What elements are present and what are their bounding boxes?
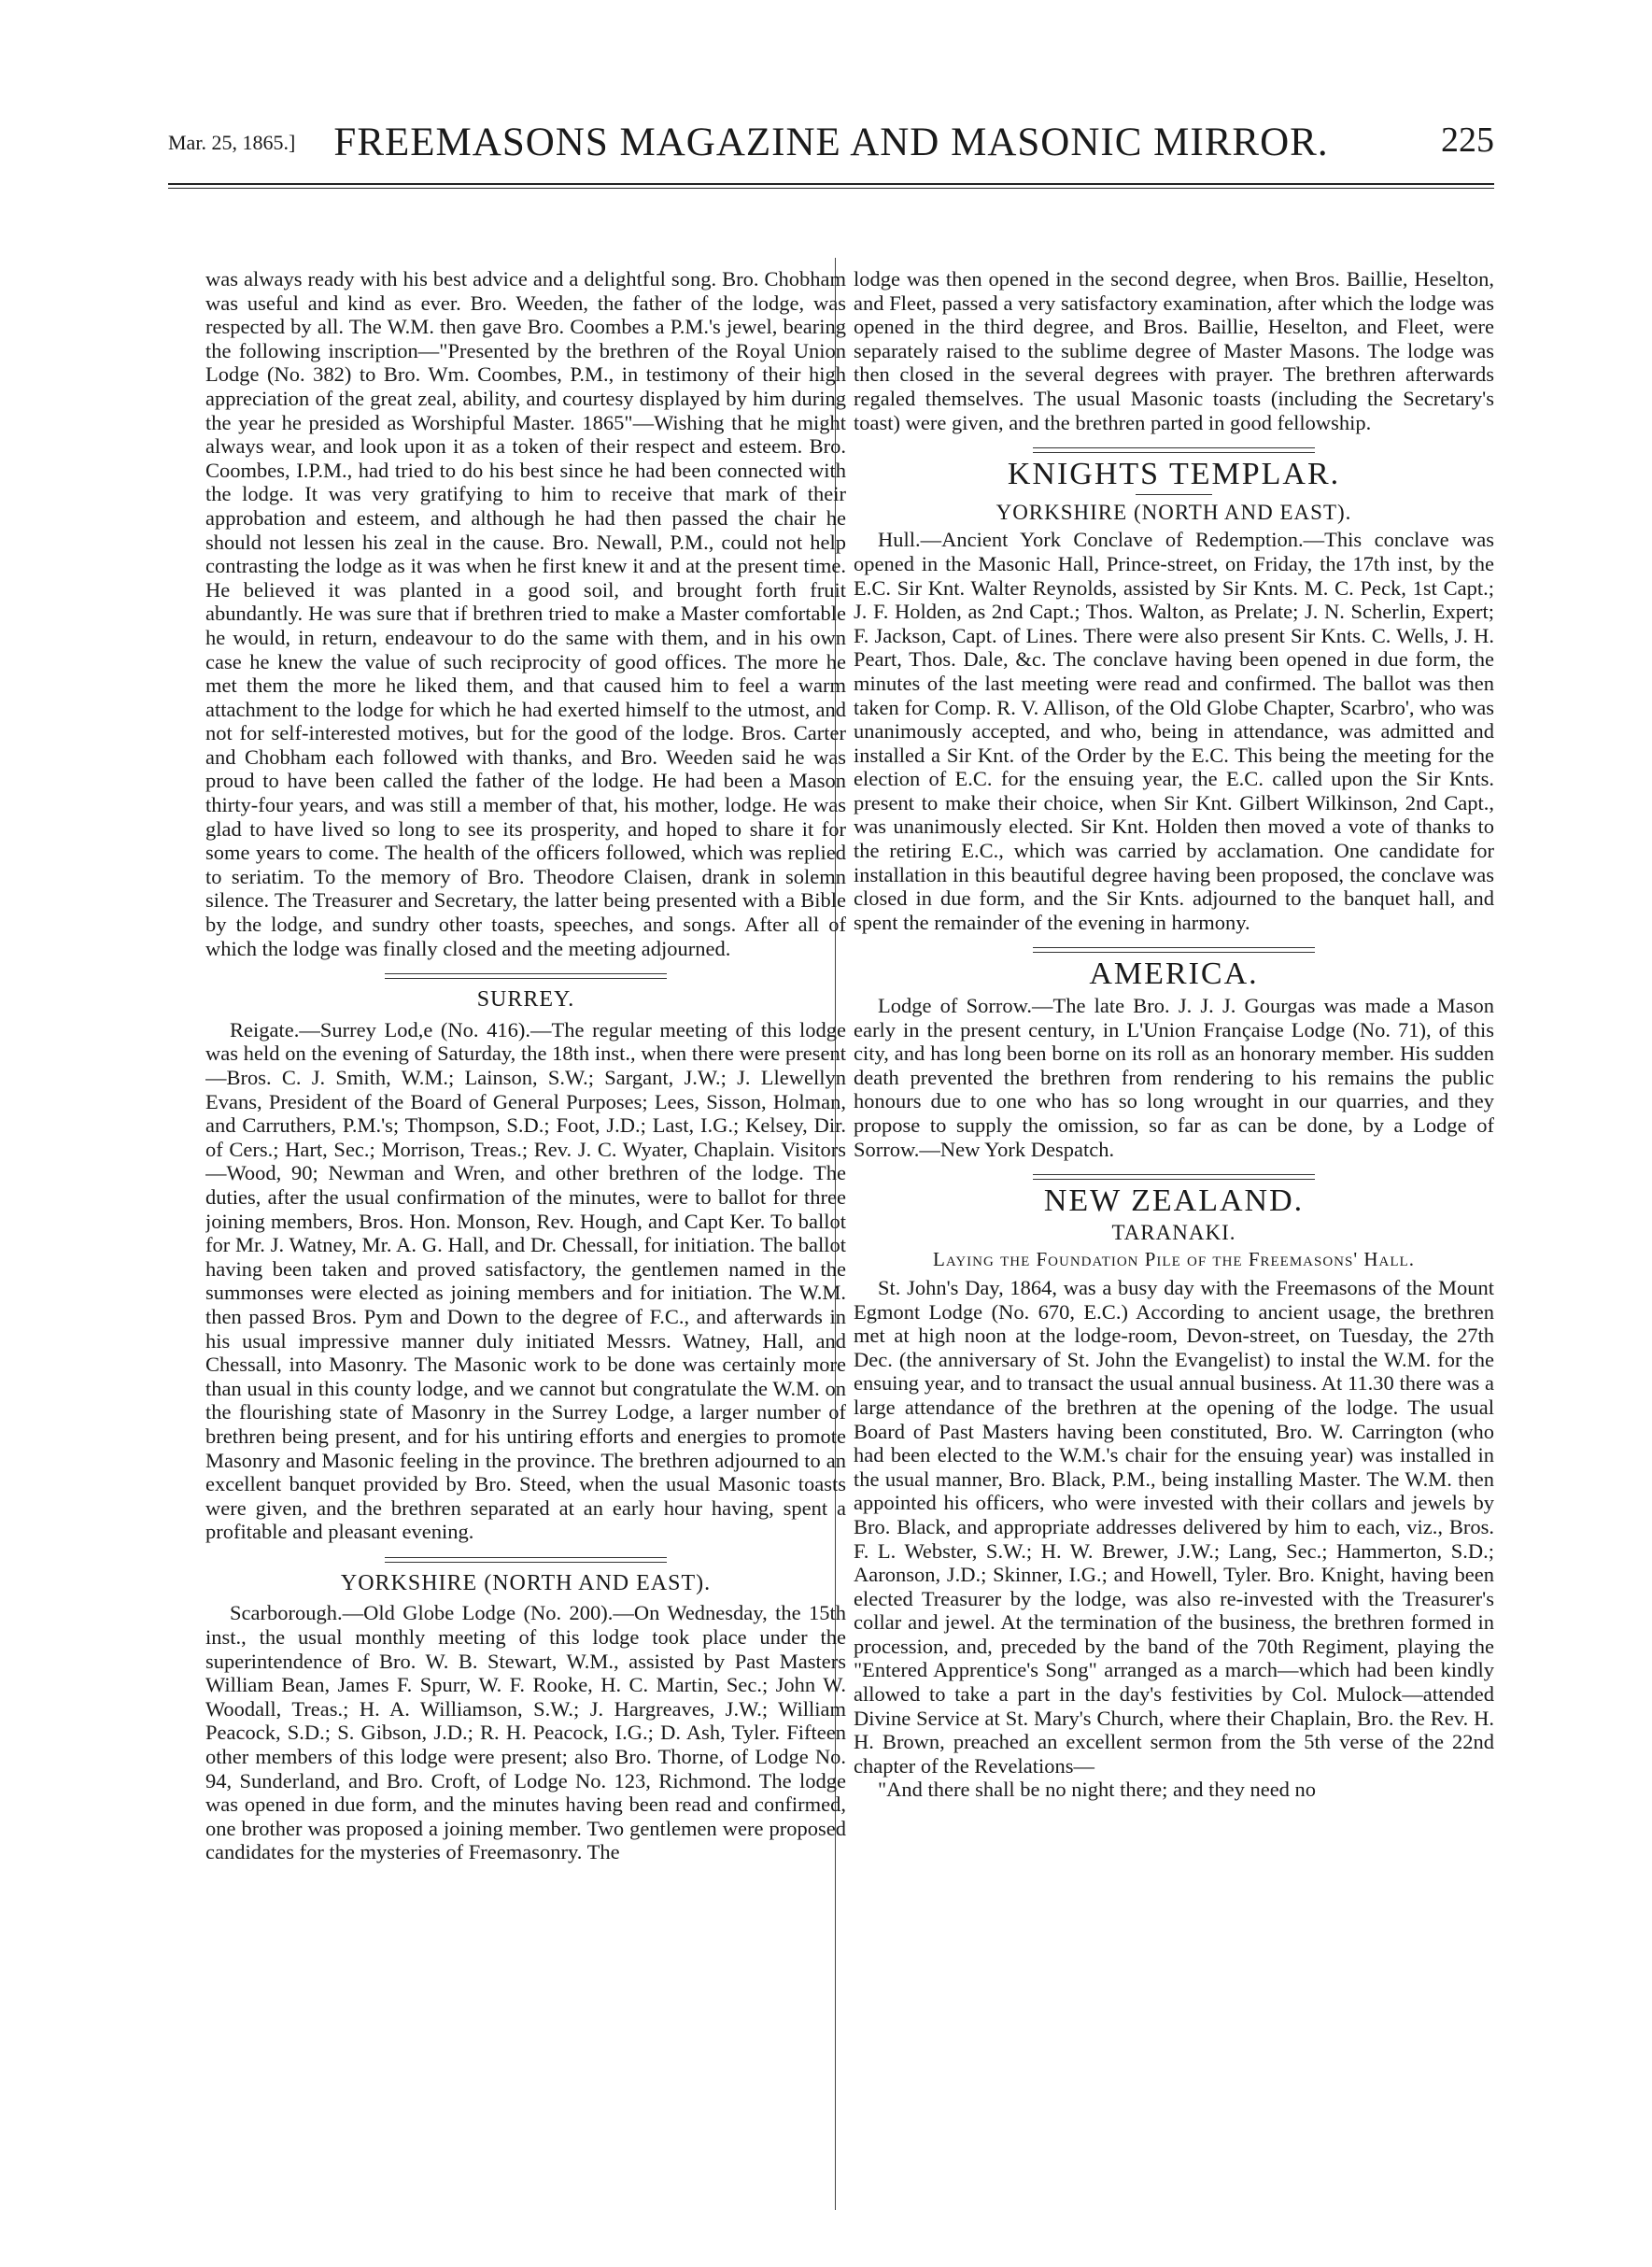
yorkshire-heading: YORKSHIRE (NORTH AND EAST).	[340, 1570, 712, 1595]
page-number: 225	[1441, 120, 1494, 160]
new-zealand-heading: NEW ZEALAND.	[1043, 1183, 1305, 1219]
section-divider	[385, 1557, 667, 1563]
section-divider	[385, 973, 667, 979]
section-divider	[1033, 447, 1315, 453]
st-johns-day-report: St. John's Day, 1864, was a busy day with the Freemasons of the Mount Egmont Lodge (No. 670, E.C.) According to ancient usage, the brethren met at high noon at the lodge-room, Devon-street, on Tuesday, the 27th Dec. (the anniversary of St. John the Evangelist) to instal the W.M. for the ensuing year, and to transact the usual annual business. At 11.30 there was a large attendance of the brethren at the opening of the lodge. The usual Board of Past Masters having been constituted, Bro. W. Carrington (who had been elected to the W.M.'s chair for the ensuing year) was installed in the usual manner, Bro. Black, P.M., being installing Master. The W.M. then appointed his officers, who were invested with their collars and jewels by Bro. Black, and appropriate addresses delivered by him to each, viz., Bros. F. L. Webster, S.W.; H. W. Brewer, J.W.; Lang, Sec.; Hammerton, S.D.; Aaronson, J.D.; Skinner, I.G.; and Howell, Tyler. Bro. Knight, having been elected Treasurer by the lodge, was also re-invested with the Treasurer's collar and jewel. At the termination of the business, the brethren formed in procession, and, preceded by the band of the 70th Regiment, playing the "Entered Apprentice's Song" arranged as a march—which had been kindly allowed to take a part in the day's festivities by Col. Mulock—attended Divine Service at St. Mary's Church, where their Chaplain, Bro. the Rev. H. H. Brown, preached an excellent sermon from the 5th verse of the 22nd chapter of the Revelations—	[854, 1275, 1494, 1778]
page-header	[168, 120, 1494, 168]
short-rule	[1136, 494, 1212, 495]
hull-conclave-report: Hull.—Ancient York Conclave of Redemption.—This conclave was opened in the Masonic Hall, Prince-street, on Friday, the 17th inst, by the E.C. Sir Knt. Walter Reynolds, assisted by Sir Knts. M. C. Peck, 1st Capt.; J. F. Holden, as 2nd Capt.; Thos. Walton, as Prelate; J. N. Scherlin, Expert; F. Jackson, Capt. of Lines. There were also present Sir Knts. C. Wells, J. H. Peart, Thos. Dale, &c. The conclave having been opened in due form, the minutes of the last meeting were read and confirmed. The ballot was then taken for Comp. R. V. Allison, of the Old Globe Chapter, Scarbro', who was unanimously accepted, and who, being in attendance, was admitted and installed a Sir Knt. of the Order by the E.C. This being the meeting for the election of E.C. for the ensuing year, the E.C. called upon the Sir Knts. present to make their choice, when Sir Knt. Gilbert Wilkinson, 2nd Capt., was unanimously elected. Sir Knt. Holden then moved a vote of thanks to the retiring E.C., which was carried by acclamation. One candidate for installation in this beautiful degree having been proposed, the conclave was closed in due form, and the Sir Knts. adjourned to the banquet hall, and spent the remainder of the evening in harmony.	[854, 528, 1494, 934]
taranaki-subheading: TARANAKI.	[1111, 1220, 1236, 1244]
america-heading: AMERICA.	[1089, 956, 1259, 992]
old-globe-lodge-report: Scarborough.—Old Globe Lodge (No. 200).—On Wednesday, the 15th inst., the usual monthly meeting of this lodge took place under the superintendence of Bro. W. B. Stewart, W.M., assisted by Past Masters William Bean, James F. Spurr, W. F. Rooke, H. C. Martin, Sec.; John W. Woodall, Treas.; H. A. Williamson, S.W.; J. Hargreaves, J.W.; William Peacock, S.D.; S. Gibson, J.D.; R. H. Peacock, I.G.; D. Ash, Tyler. Fifteen other members of this lodge were present; also Bro. Thorne, of Lodge No. 94, Sunderland, and Bro. Croft, of Lodge No. 123, Richmond. The lodge was opened in due form, and the minutes having been read and confirmed, one brother was proposed a joining member. Two gentlemen were proposed candidates for the mysteries of Freemasonry. The	[205, 1601, 846, 1864]
revelation-quote: "And there shall be no night there; and they need no	[878, 1778, 1317, 1802]
knights-templar-subheading: YORKSHIRE (NORTH AND EAST).	[995, 500, 1352, 524]
issue-date: Mar. 25, 1865.]	[168, 131, 296, 154]
section-divider	[1033, 1174, 1315, 1180]
foundation-pile-heading: Laying the Foundation Pile of the Freemasons' Hall.	[933, 1248, 1415, 1271]
surrey-heading: SURREY.	[476, 987, 575, 1013]
knights-templar-heading: KNIGHTS TEMPLAR.	[1007, 457, 1341, 492]
header-rule-top	[168, 183, 1494, 185]
old-globe-lodge-continued: lodge was then opened in the second degree, when Bros. Baillie, Heselton, and Fleet, passed a very satisfactory examination, after which the lodge was opened in the third degree, and Bros. Baillie, Heselton, and Fleet, were separately raised to the sublime degree of Master Masons. The lodge was then closed in the several degrees with prayer. The brethren afterwards regaled themselves. The usual Masonic toasts (including the Secretary's toast) were given, and the brethren parted in good fellowship.	[854, 267, 1494, 434]
publication-title: FREEMASONS MAGAZINE AND MASONIC MIRROR.	[333, 120, 1329, 164]
right-column	[854, 267, 1494, 2215]
header-rule-bottom	[168, 188, 1494, 189]
section-divider	[1033, 947, 1315, 953]
left-column	[205, 267, 846, 2215]
surrey-lodge-report: Reigate.—Surrey Lod,e (No. 416).—The regular meeting of this lodge was held on the evening of Saturday, the 18th inst., when there were present—Bros. C. J. Smith, W.M.; Lainson, S.W.; Sargant, J.W.; J. Llewellyn Evans, President of the Board of General Purposes; Lees, Sisson, Holman, and Carruthers, P.M.'s; Thompson, S.D.; Foot, J.D.; Last, I.G.; Kelsey, Dir. of Cers.; Hart, Sec.; Morrison, Treas.; Rev. J. C. Wyater, Chaplain. Visitors—Wood, 90; Newman and Wren, and other brethren of the lodge. The duties, after the usual confirmation of the minutes, were to ballot for three joining members, Bros. Hon. Monson, Rev. Hough, and Capt Ker. To ballot for Mr. J. Watney, Mr. A. G. Hall, and Dr. Chessall, for initiation. The ballot having been taken and proved satisfactory, the gentlemen named in the summonses were elected as joining members and for initiation. The W.M. then passed Bros. Pym and Down to the degree of F.C., and afterwards in his usual impressive manner duly initiated Messrs. Watney, Hall, and Chessall, into Masonry. The Masonic work to be done was certainly more than usual in this county lodge, and we cannot but congratulate the W.M. on the flourishing state of Masonry in the Surrey Lodge, a larger number of brethren being present, and for his untiring efforts and energies to promote Masonry and Masonic feeling in the province. The brethren adjourned to an excellent banquet provided by Bro. Steed, when the usual Masonic toasts were given, and the brethren separated at an early hour having, spent a profitable and pleasant evening.	[205, 1017, 846, 1544]
royal-union-lodge-report: was always ready with his best advice and a delightful song. Bro. Chobham was useful and kind as ever. Bro. Weeden, the father of the lodge, was respected by all. The W.M. then gave Bro. Coombes a P.M.'s jewel, bearing the following inscription—"Presented by the brethren of the Royal Union Lodge (No. 382) to Bro. Wm. Coombes, P.M., in testimony of their high appreciation of the great zeal, ability, and courtesy displayed by him during the year he presided as Worshipful Master. 1865"—Wishing that he might always wear, and look upon it as a token of their respect and esteem. Bro. Coombes, I.P.M., had tried to do his best since he had been connected with the lodge. It was very gratifying to him to receive that mark of their approbation and esteem, and although he had then passed the chair he should not lessen his zeal in the cause. Bro. Newall, P.M., could not help contrasting the lodge as it was when he first knew it and at the present time. He believed it was planted in a good soil, and brought forth fruit abundantly. He was sure that if brethren tried to make a Master comfortable he would, in return, endeavour to do the same with them, and in his own case he knew the value of such reciprocity of good offices. The more he met them the more he liked them, and that caused him to feel a warm attachment to the lodge for which he had exerted himself to the utmost, and not for self-interested motives, but for the good of the lodge. Bros. Carter and Chobham each followed with thanks, and Bro. Weeden said he was proud to have been called the father of the lodge. He had been a Mason thirty-four years, and was still a member of that, his mother, lodge. He was glad to have lived so long to see its prosperity, and hoped to share it for some years to come. The health of the officers followed, which was replied to seriatim. To the memory of Bro. Theodore Claisen, drank in solemn silence. The Treasurer and Secretary, the latter being presented with a Bible by the lodge, and sundry other toasts, speeches, and songs. After all of which the lodge was finally closed and the meeting adjourned.	[205, 267, 846, 960]
lodge-of-sorrow-report: Lodge of Sorrow.—The late Bro. J. J. J. Gourgas was made a Mason early in the present century, in L'Union Française Lodge (No. 71), of this city, and has long been borne on its roll as an honorary member. His sudden death prevented the brethren from rendering to his remains the public honours due to one who has so long wrought in our quarries, and they propose to supply the omission, so far as can be done, by a Lodge of Sorrow.—New York Despatch.	[854, 994, 1494, 1161]
